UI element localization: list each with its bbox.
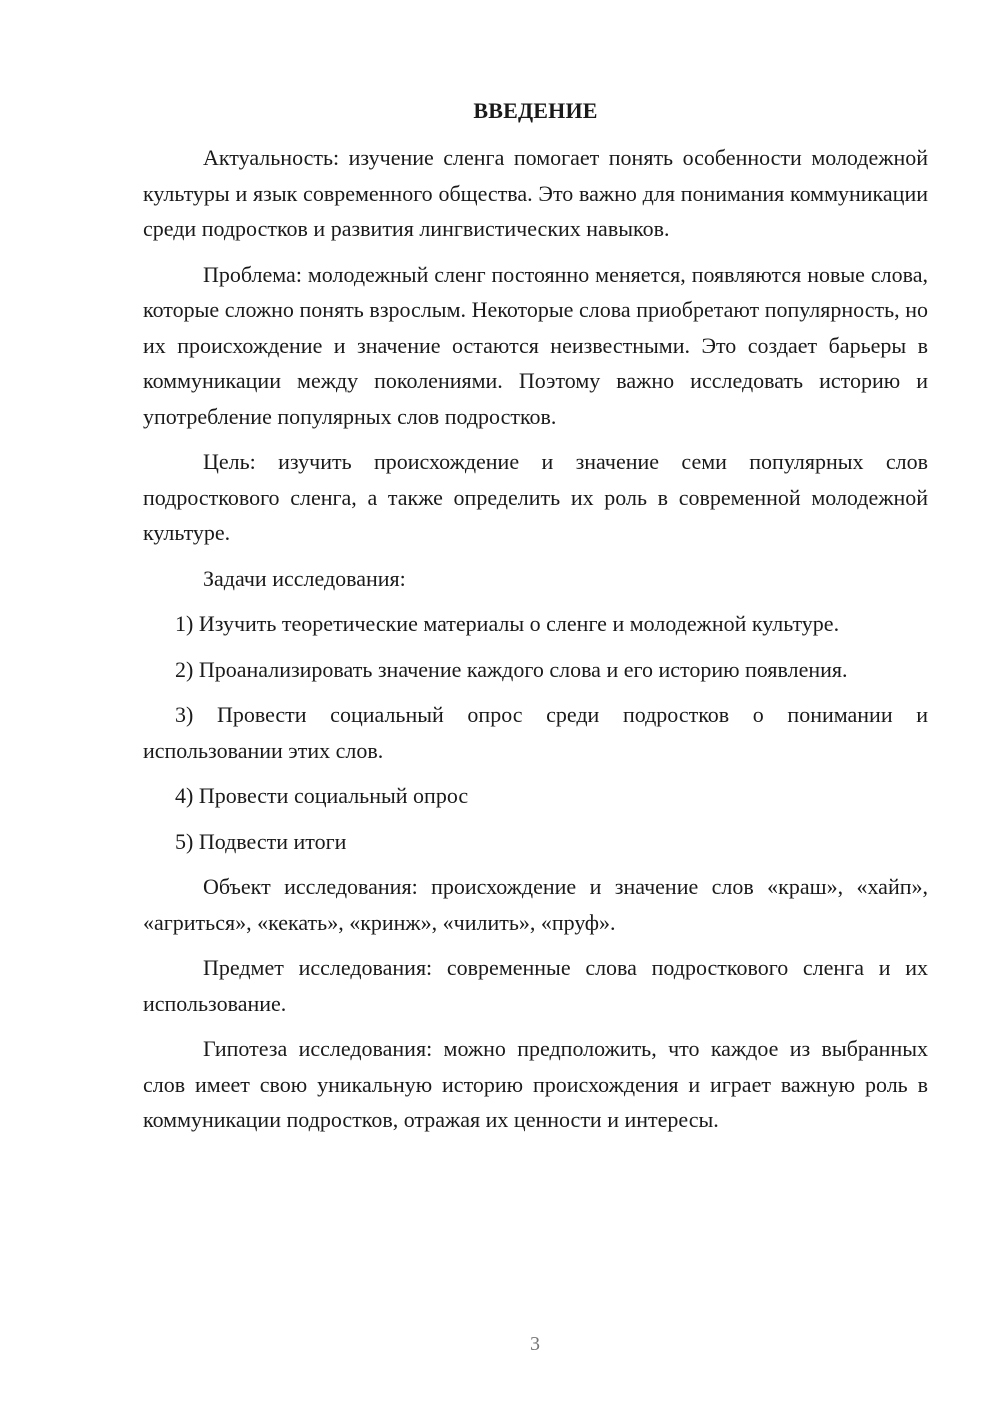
section-heading: ВВЕДЕНИЕ: [473, 98, 598, 123]
paragraph-subject: Предмет исследования: современные слова подросткового сленга и их использование.: [143, 955, 928, 1016]
paragraph-hypothesis: Гипотеза исследования: можно предположить, что каждое из выбранных слов имеет свою уникальную историю происхождения и играет важную роль в коммуникации подростков, отражая их ценности и интересы.: [143, 1036, 928, 1132]
task-item-4: 4) Провести социальный опрос: [175, 783, 469, 808]
paragraph-object: Объект исследования: происхождение и значение слов «краш», «хайп», «агриться», «кекать», «кринж», «чилить», «пруф».: [143, 874, 928, 935]
task-item-5: 5) Подвести итоги: [175, 828, 347, 854]
document-page: [143, 96, 928, 1138]
task-item-3: 3) Провести социальный опрос среди подростков о понимании и использовании этих слов.: [143, 702, 928, 763]
paragraph-goal: Цель: изучить происхождение и значение семи популярных слов подросткового сленга, а также определить их роль в современной молодежной культуре.: [143, 449, 928, 545]
task-item-2: 2) Проанализировать значение каждого слова и его историю появления.: [175, 656, 848, 682]
task-item-1: 1) Изучить теоретические материалы о сленге и молодежной культуре.: [175, 611, 840, 636]
page-number: 3: [530, 1333, 540, 1355]
paragraph-problem: Проблема: молодежный сленг постоянно меняется, появляются новые слова, которые сложно понять взрослым. Некоторые слова приобретают популярность, но их происхождение и значение остаются неизвестными. Это создает барьеры в коммуникации между поколениями. Поэтому важно исследовать историю и употребление популярных слов подростков.: [143, 261, 928, 429]
paragraph-relevance: Актуальность: изучение сленга помогает понять особенности молодежной культуры и язык современного общества. Это важно для понимания коммуникации среди подростков и развития лингвистических навыков.: [143, 145, 928, 241]
paragraph-tasks-intro: Задачи исследования:: [203, 565, 406, 591]
